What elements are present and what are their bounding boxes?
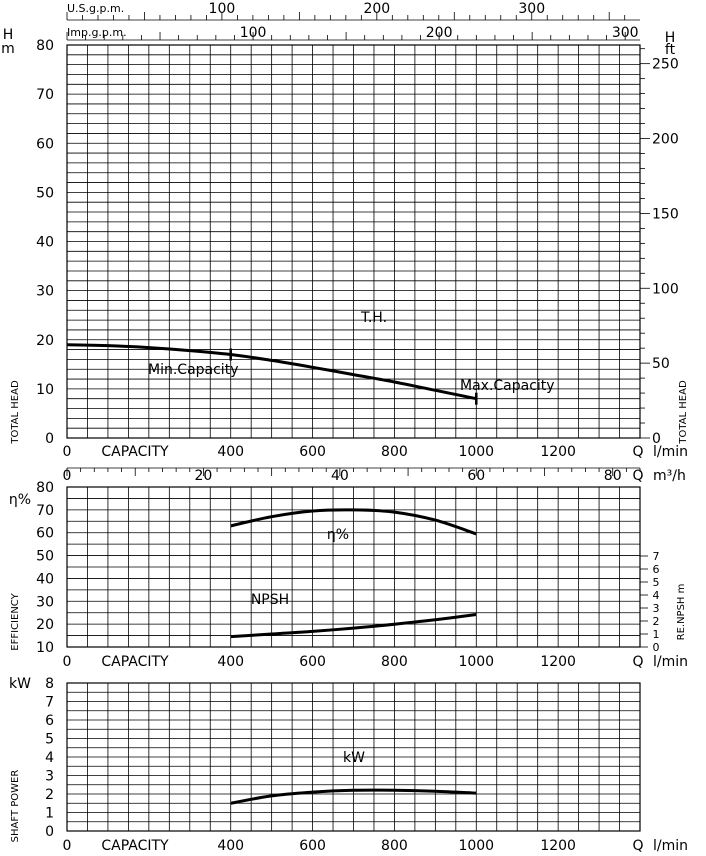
panel3-x-tick-label: 800 xyxy=(381,838,408,854)
min-capacity-label: Min.Capacity xyxy=(148,362,239,378)
power-tick-label: 7 xyxy=(45,694,54,711)
panel2-x-tick-label: 600 xyxy=(299,654,326,670)
head-m-tick-label: 70 xyxy=(36,87,54,104)
usgpm-tick-label: 300 xyxy=(518,1,546,17)
head-ft-tick-label: 250 xyxy=(652,56,679,73)
m3h-tick-label: 20 xyxy=(194,468,213,484)
impgpm-tick-label: 100 xyxy=(239,25,267,41)
head-ft-symbol: H xyxy=(664,30,676,46)
panel1-x-tick-label: 800 xyxy=(381,444,408,460)
panel2-x-tick-label: 1200 xyxy=(540,654,576,670)
head-m-unit: m xyxy=(1,41,15,57)
efficiency-tick-label: 30 xyxy=(36,594,54,611)
npsh-series-label: NPSH xyxy=(250,592,290,608)
efficiency-symbol: η% xyxy=(8,492,32,508)
m3h-tick-label: 80 xyxy=(603,468,622,484)
m3h-tick-label: 40 xyxy=(330,468,349,484)
head-m-tick-label: 60 xyxy=(36,136,54,153)
efficiency-tick-label: 60 xyxy=(36,525,54,542)
panel2-x-capacity-label: CAPACITY xyxy=(101,654,169,670)
efficiency-tick-label: 20 xyxy=(36,617,54,634)
head-ft-tick-label: 150 xyxy=(652,206,679,223)
panel1-x-q-symbol: Q xyxy=(632,444,644,460)
panel1-x-tick-label: 600 xyxy=(299,444,326,460)
grid-layer xyxy=(67,12,650,831)
panel1-x-tick-label: 1000 xyxy=(458,444,495,460)
panel3-x-unit: l/min xyxy=(653,838,689,854)
usgpm-tick-label: 200 xyxy=(363,1,391,17)
efficiency-series-label: η% xyxy=(326,527,350,543)
panel2-x-tick-label: 1000 xyxy=(458,654,495,670)
m3h-tick-label: 0 xyxy=(62,468,72,484)
panel3-x-q-symbol: Q xyxy=(632,838,644,854)
panel2-x-q-symbol: Q xyxy=(632,654,644,670)
head-m-tick-label: 30 xyxy=(36,283,54,300)
panel2-x-tick-label: 800 xyxy=(381,654,408,670)
impgpm-label: Imp.g.p.m. xyxy=(67,26,127,39)
usgpm-tick-label: 100 xyxy=(208,1,236,17)
panel1-x-tick-label: 1200 xyxy=(540,444,576,460)
efficiency-tick-label: 50 xyxy=(36,548,54,565)
head-ft-tick-label: 100 xyxy=(652,281,679,298)
power-axis-label: SHAFT POWER xyxy=(10,769,21,843)
panel2-x-tick-label: 0 xyxy=(62,654,72,670)
total-head-right-label: TOTAL HEAD xyxy=(678,380,689,444)
head-m-symbol: H xyxy=(2,27,14,43)
power-series-label: kW xyxy=(343,750,365,766)
panel3-x-capacity-label: CAPACITY xyxy=(101,838,169,854)
impgpm-tick-label: 300 xyxy=(611,25,639,41)
npsh-axis-label: RE.NPSH m xyxy=(676,583,687,641)
efficiency-tick-label: 40 xyxy=(36,571,54,588)
efficiency-tick-label: 80 xyxy=(36,480,54,496)
impgpm-tick-label: 200 xyxy=(425,25,453,41)
head-m-tick-label: 0 xyxy=(45,431,54,447)
head-ft-unit: ft xyxy=(664,42,676,58)
npsh-tick-label: 0 xyxy=(652,641,660,654)
head-ft-tick-label: 50 xyxy=(652,356,670,373)
panel1-x-tick-label: 0 xyxy=(62,444,72,460)
power-unit: kW xyxy=(9,676,31,692)
npsh-tick-label: 4 xyxy=(652,589,660,602)
npsh-tick-label: 7 xyxy=(652,550,660,563)
m3h-q-symbol: Q xyxy=(632,468,644,484)
head-m-tick-label: 10 xyxy=(36,381,54,398)
label-layer xyxy=(1,1,689,854)
power-tick-label: 4 xyxy=(45,750,54,766)
efficiency-tick-label: 70 xyxy=(36,502,54,519)
npsh-tick-label: 6 xyxy=(652,563,660,576)
panel1-x-capacity-label: CAPACITY xyxy=(101,444,169,460)
head-m-tick-label: 50 xyxy=(36,185,54,202)
panel3-x-tick-label: 1000 xyxy=(458,838,495,854)
npsh-tick-label: 1 xyxy=(652,628,660,641)
panel2-x-unit: l/min xyxy=(653,654,689,670)
head-series-label: T.H. xyxy=(360,310,388,326)
panel3-x-tick-label: 400 xyxy=(217,838,245,854)
efficiency-axis-label: EFFICIENCY xyxy=(10,593,21,651)
power-tick-label: 6 xyxy=(45,713,54,729)
npsh-tick-label: 2 xyxy=(652,615,660,628)
head-ft-tick-label: 200 xyxy=(652,131,679,148)
head-m-tick-label: 40 xyxy=(36,234,54,251)
efficiency-tick-label: 10 xyxy=(36,640,54,656)
total-head-left-label: TOTAL HEAD xyxy=(10,380,21,444)
head-m-tick-label: 80 xyxy=(36,38,54,54)
panel1-x-tick-label: 400 xyxy=(217,444,245,460)
m3h-unit: m³/h xyxy=(653,468,686,484)
panel3-x-tick-label: 0 xyxy=(62,838,72,854)
m3h-tick-label: 60 xyxy=(467,468,486,484)
power-tick-label: 3 xyxy=(45,768,54,785)
usgpm-label: U.S.g.p.m. xyxy=(67,2,125,15)
power-tick-label: 0 xyxy=(45,824,54,840)
panel3-x-tick-label: 1200 xyxy=(540,838,576,854)
npsh-tick-label: 5 xyxy=(652,576,660,589)
panel3-x-tick-label: 600 xyxy=(299,838,326,854)
panel2-x-tick-label: 400 xyxy=(217,654,245,670)
power-tick-label: 1 xyxy=(45,805,54,822)
panel1-x-unit: l/min xyxy=(653,444,689,460)
power-tick-label: 8 xyxy=(45,676,54,692)
power-tick-label: 2 xyxy=(45,787,54,803)
head-ft-tick-label: 0 xyxy=(652,431,661,447)
head-m-tick-label: 20 xyxy=(36,332,54,349)
power-tick-label: 5 xyxy=(45,731,54,748)
max-capacity-label: Max.Capacity xyxy=(460,378,555,394)
npsh-tick-label: 3 xyxy=(652,602,660,615)
